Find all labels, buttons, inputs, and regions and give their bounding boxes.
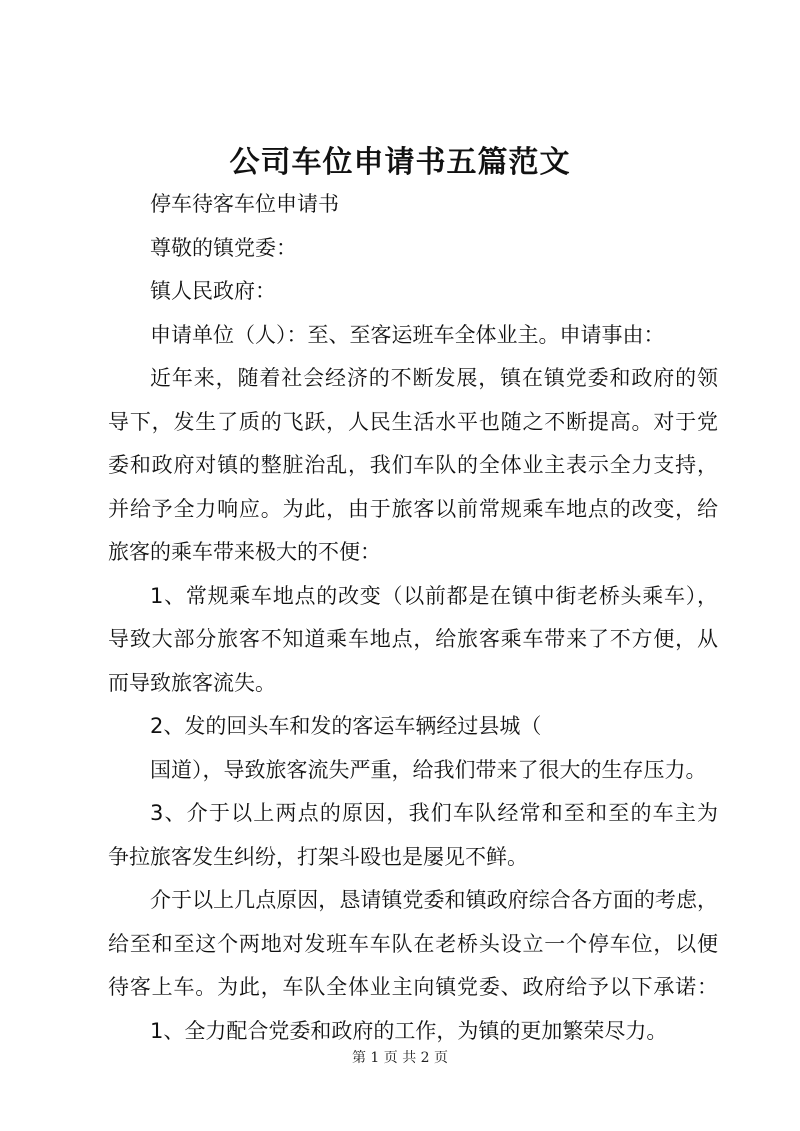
paragraph-line: 2、发的回头车和发的客运车辆经过县城（ bbox=[150, 714, 542, 738]
paragraph-line: 停车待客车位申请书 bbox=[150, 192, 339, 216]
paragraph-line: 近年来，随着社会经济的不断发展，镇在镇党委和政府的领 bbox=[150, 366, 718, 390]
paragraph-line: 旅客的乘车带来极大的不便： bbox=[108, 540, 381, 564]
paragraph-line: 1、常规乘车地点的改变（以前都是在镇中街老桥头乘车）， bbox=[150, 583, 718, 608]
paragraph-line: 1、全力配合党委和政府的工作，为镇的更加繁荣尽力。 bbox=[150, 1018, 668, 1043]
paragraph-line: 给至和至这个两地对发班车车队在老桥头设立一个停车位，以便 bbox=[108, 931, 718, 956]
document-body bbox=[108, 183, 718, 1053]
paragraph-line: 尊敬的镇党委： bbox=[150, 235, 297, 260]
paragraph-line: 而导致旅客流失。 bbox=[108, 670, 276, 695]
paragraph-line: 国道），导致旅客流失严重，给我们带来了很大的生存压力。 bbox=[150, 757, 707, 782]
page-number-footer: 第 1 页 共 2 页 bbox=[351, 1050, 449, 1066]
paragraph-line: 镇人民政府： bbox=[150, 279, 276, 303]
paragraph-line: 介于以上几点原因，恳请镇党委和镇政府综合各方面的考虑， bbox=[150, 888, 718, 912]
paragraph-line: 争拉旅客发生纠纷，打架斗殴也是屡见不鲜。 bbox=[108, 844, 528, 869]
paragraph-line: 待客上车。为此，车队全体业主向镇党委、政府给予以下承诺： bbox=[108, 975, 718, 999]
paragraph-line: 委和政府对镇的整脏治乱，我们车队的全体业主表示全力支持， bbox=[108, 453, 718, 477]
paragraph-line: 导下，发生了质的飞跃，人民生活水平也随之不断提高。对于党 bbox=[108, 409, 718, 434]
paragraph-line: 并给予全力响应。为此，由于旅客以前常规乘车地点的改变，给 bbox=[108, 496, 718, 521]
paragraph-line: 导致大部分旅客不知道乘车地点，给旅客乘车带来了不方便，从 bbox=[108, 627, 718, 651]
paragraph-line: 申请单位（人）：至、至客运班车全体业主。申请事由： bbox=[150, 322, 665, 347]
document-title: 公司车位申请书五篇范文 bbox=[229, 145, 571, 180]
paragraph-line: 3、介于以上两点的原因，我们车队经常和至和至的车主为 bbox=[150, 801, 718, 825]
